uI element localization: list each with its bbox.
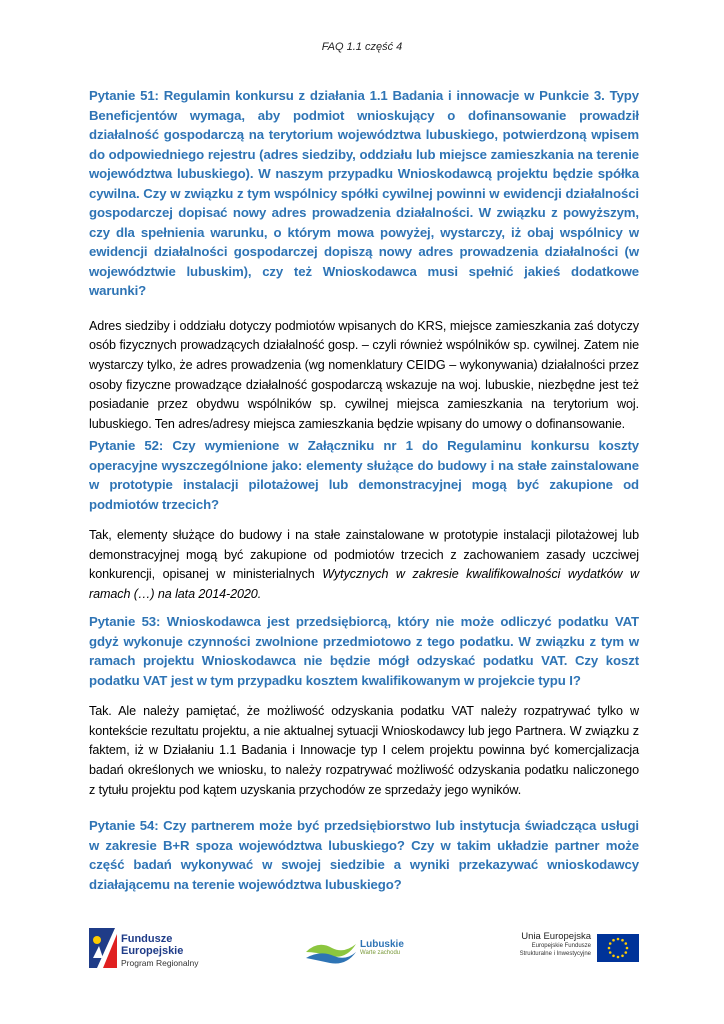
question-51: Pytanie 51: Regulamin konkursu z działania 1.1 Badania i innowacje w Punkcie 3. Typy Beneficjentów wymaga, aby podmiot wnioskujący o dofinansowanie prowadził działalność gospodarczą na terytorium województwa lubuskiego, potwierdzoną wpisem do odpowiedniego rejestru (adres siedziby, oddziału lub miejsce zamieszkania na terenie województwa lubuskiego). W naszym przypadku Wnioskodawcą projektu będzie spółka cywilna. Czy w związku z tym wspólnicy spółki cywilnej powinni w ewidencji działalności gospodarczej dopisać nowy adres prowadzenia działalności. W związku z powyższym, czy dla spełnienia warunku, o którym mowa powyżej, wystarczy, iż obaj wspólnicy w ewidencji działalności gospodarczej dopiszą nowy adres prowadzenia działalności (w województwie lubuskim), czy też Wnioskodawca musi spełnić jakieś dodatkowe warunki? (89, 88, 639, 298)
ue-subtitle-1: Europejskie Fundusze (531, 943, 591, 949)
faq-section-51 (89, 86, 639, 435)
fe-title-2: Europejskie (121, 945, 184, 957)
answer-52-italic: Wytycznych w zakresie kwalifikowalności wydatków w ramach (…) na lata 2014-2020. (89, 567, 639, 602)
faq-section-54 (89, 816, 639, 894)
page-header: FAQ 1.1 część 4 (321, 41, 403, 53)
fe-flag-icon (89, 928, 117, 968)
lubuskie-title: Lubuskie (360, 939, 404, 950)
question-53: Pytanie 53: Wnioskodawca jest przedsiębiorcą, który nie może odliczyć podatku VAT gdyż wykonuje czynności zwolnione przedmiotowo z tego podatku. W związku z tym w ramach projektu Wnioskodawca nie będzie mógł odzyskać podatku VAT. Czy koszt podatku VAT jest w tym przypadku kosztem kwalifikowanym w projekcie typu I? (89, 614, 639, 688)
faq-section-52 (89, 436, 639, 605)
answer-52-text: Tak, elementy służące do budowy i na stałe zainstalowane w prototypie instalacji pilotażowej lub demonstracyjnej mogą być zakupione od podmiotów trzecich z zachowaniem zasady uczciwej konkurencji, opisanej w ministerialnych (89, 528, 639, 582)
answer-52 (89, 526, 639, 605)
fe-title-1: Fundusze (121, 933, 173, 945)
lubuskie-wave-icon (304, 936, 358, 966)
ue-title: Unia Europejska (521, 931, 591, 942)
unia-europejska-logo (503, 920, 639, 978)
ue-subtitle-2: Strukturalne i Inwestycyjne (519, 951, 591, 957)
fundusze-europejskie-logo (89, 920, 229, 978)
answer-51: Adres siedziby i oddziału dotyczy podmiotów wpisanych do KRS, miejsce zamieszkania zaś dotyczy osób fizycznych prowadzących działalność gosp. – czyli również wspólników sp. cywilnej. Zatem nie wystarczy tylko, że adres prowadzenia (wg nomenklatury CEIDG – wykonywania) działalności przez osoby fizyczne prowadzące działalność gospodarczą wskazuje na woj. lubuskie, niezbędne jest też posiadanie przez obydwu wspólników sp. cywilnej miejsca zamieszkania na terytorium woj. lubuskiego. Ten adres/adresy miejsca zamieszkania będzie wpisany do umowy o dofinansowanie. (89, 318, 639, 432)
lubuskie-logo (304, 920, 434, 978)
answer-53: Tak. Ale należy pamiętać, że możliwość odzyskania podatku VAT należy rozpatrywać tylko w kontekście rezultatu projektu, a nie aktualnej sytuacji Wnioskodawcy lub jego Partnera. W związku z faktem, iż w Działaniu 1.1 Badania i Innowacje typ I celem projektu powinna być komercjalizacja badań określonych we wniosku, to należy rozpatrywać możliwość odzyskania podatku naliczonego z tytułu projektu pod kątem uzyskania przychodów ze sprzedaży jego wyników. (89, 704, 639, 797)
question-52: Pytanie 52: Czy wymienione w Załączniku nr 1 do Regulaminu konkursu koszty operacyjne wyszczególnione jako: elementy służące do budowy i na stałe zainstalowane w prototypie instalacji pilotażowej lub demonstracyjnej mogą być zakupione od podmiotów trzecich? (89, 438, 639, 512)
eu-flag-icon (597, 934, 639, 962)
faq-section-53 (89, 612, 639, 801)
lubuskie-subtitle: Warte zachodu (360, 950, 401, 956)
question-54: Pytanie 54: Czy partnerem może być przedsiębiorstwo lub instytucja świadcząca usługi w zakresie B+R spoza województwa lubuskiego? Czy w takim układzie partner może część badań wykonywać w swojej siedzibie a wyniki przekazywać wnioskodawcy działającemu na terenie województwa lubuskiego? (89, 818, 639, 892)
fe-subtitle: Program Regionalny (121, 958, 199, 968)
footer-logos (89, 920, 639, 978)
